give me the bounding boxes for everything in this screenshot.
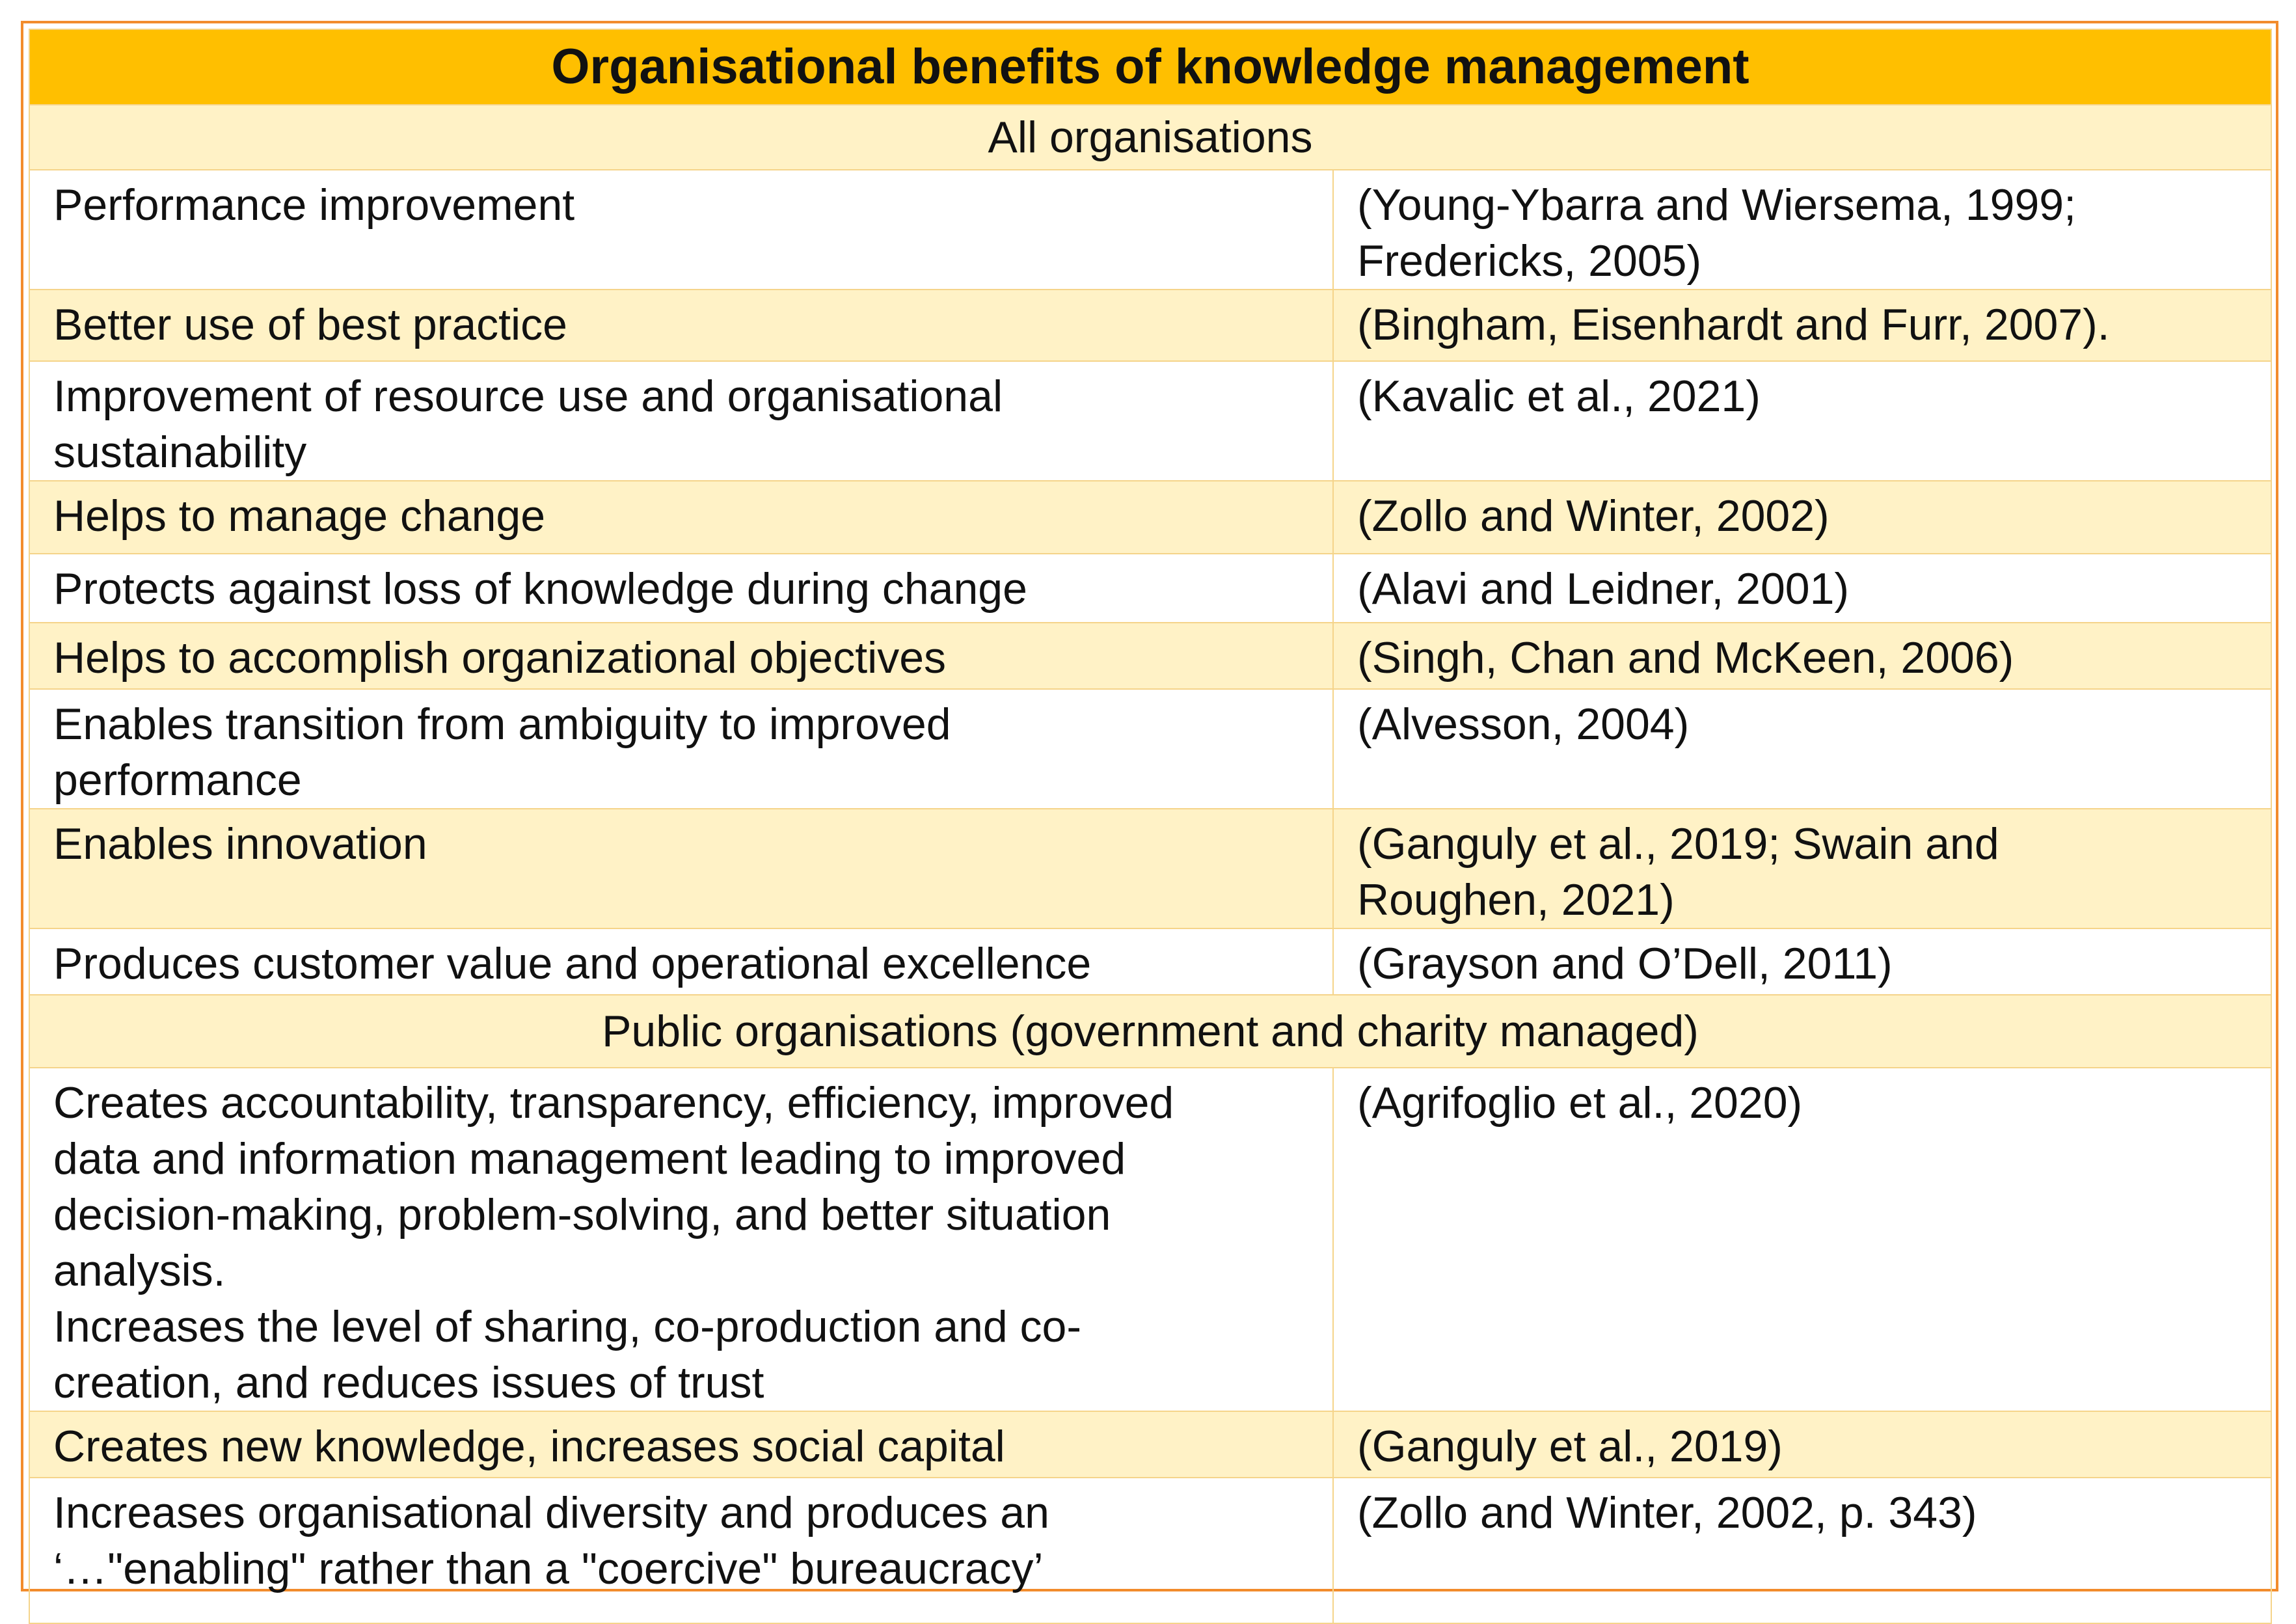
- section-heading: Public organisations (government and charity managed): [29, 995, 2271, 1068]
- table-frame: [21, 21, 2278, 1591]
- source-cell: [1333, 554, 2271, 623]
- benefit-text: Protects against loss of knowledge during change: [53, 564, 1027, 614]
- table-row: [29, 1478, 2271, 1623]
- table-row: [29, 809, 2271, 928]
- source-cell: [1333, 928, 2271, 995]
- source-cell: [1333, 1411, 2271, 1478]
- source-cell: [1333, 290, 2271, 361]
- source-cell: [1333, 361, 2271, 481]
- benefit-cell: [29, 290, 1333, 361]
- benefit-cell: [29, 1478, 1333, 1623]
- source-cell: [1333, 170, 2271, 290]
- benefit-cell: [29, 361, 1333, 481]
- source-text: (Ganguly et al., 2019): [1357, 1422, 1783, 1471]
- table-row: [29, 928, 2271, 995]
- section-heading: All organisations: [29, 105, 2271, 170]
- benefit-text: Helps to manage change: [53, 491, 546, 541]
- source-text: (Agrifoglio et al., 2020): [1357, 1078, 1803, 1128]
- benefit-cell: [29, 689, 1333, 809]
- source-cell: [1333, 689, 2271, 809]
- benefit-text: Enables transition from ambiguity to improved performance: [53, 699, 951, 805]
- source-cell: [1333, 623, 2271, 689]
- source-text: (Grayson and O’Dell, 2011): [1357, 939, 1893, 988]
- table-row: [29, 1411, 2271, 1478]
- table-row: [29, 554, 2271, 623]
- benefit-cell: [29, 928, 1333, 995]
- benefit-text: Creates accountability, transparency, efficiency, improved data and information management leading to improved decision-making, problem-solving, and better situation analysis. Increases the level of sharing, co-production and co- creation, and reduces issues of trust: [53, 1078, 1174, 1407]
- source-text: (Bingham, Eisenhardt and Furr, 2007).: [1357, 300, 2110, 349]
- benefit-cell: [29, 1411, 1333, 1478]
- benefit-cell: [29, 623, 1333, 689]
- section-heading-row: [29, 105, 2271, 170]
- benefit-cell: [29, 809, 1333, 928]
- source-text: (Ganguly et al., 2019; Swain and Roughen, 2021): [1357, 819, 1999, 925]
- source-cell: [1333, 1068, 2271, 1411]
- table-row: [29, 361, 2271, 481]
- benefit-text: Helps to accomplish organizational objectives: [53, 633, 947, 683]
- source-text: (Young-Ybarra and Wiersema, 1999; Fredericks, 2005): [1357, 180, 2076, 286]
- table-row: [29, 1068, 2271, 1411]
- source-text: (Alvesson, 2004): [1357, 699, 1690, 749]
- table-row: [29, 689, 2271, 809]
- benefit-cell: [29, 170, 1333, 290]
- source-text: (Singh, Chan and McKeen, 2006): [1357, 633, 2014, 683]
- benefits-table: [29, 29, 2272, 1624]
- table-row: [29, 623, 2271, 689]
- benefit-cell: [29, 481, 1333, 554]
- benefit-text: Better use of best practice: [53, 300, 567, 349]
- table-title-row: [29, 29, 2271, 105]
- benefit-text: Improvement of resource use and organisational sustainability: [53, 372, 1003, 477]
- benefit-text: Enables innovation: [53, 819, 427, 869]
- source-text: (Kavalic et al., 2021): [1357, 372, 1761, 421]
- benefit-cell: [29, 554, 1333, 623]
- source-text: (Zollo and Winter, 2002, p. 343): [1357, 1488, 1977, 1537]
- table-row: [29, 481, 2271, 554]
- benefit-text: Produces customer value and operational excellence: [53, 939, 1092, 988]
- table-row: [29, 170, 2271, 290]
- source-text: (Zollo and Winter, 2002): [1357, 491, 1830, 541]
- table-title: Organisational benefits of knowledge management: [29, 29, 2271, 105]
- table-row: [29, 290, 2271, 361]
- source-text: (Alavi and Leidner, 2001): [1357, 564, 1850, 614]
- benefit-cell: [29, 1068, 1333, 1411]
- benefit-text: Performance improvement: [53, 180, 575, 230]
- source-cell: [1333, 809, 2271, 928]
- source-cell: [1333, 1478, 2271, 1623]
- benefit-text: Increases organisational diversity and produces an ‘…"enabling" rather than a "coercive" bureaucracy’: [53, 1488, 1049, 1593]
- source-cell: [1333, 481, 2271, 554]
- benefit-text: Creates new knowledge, increases social capital: [53, 1422, 1005, 1471]
- section-heading-row: [29, 995, 2271, 1068]
